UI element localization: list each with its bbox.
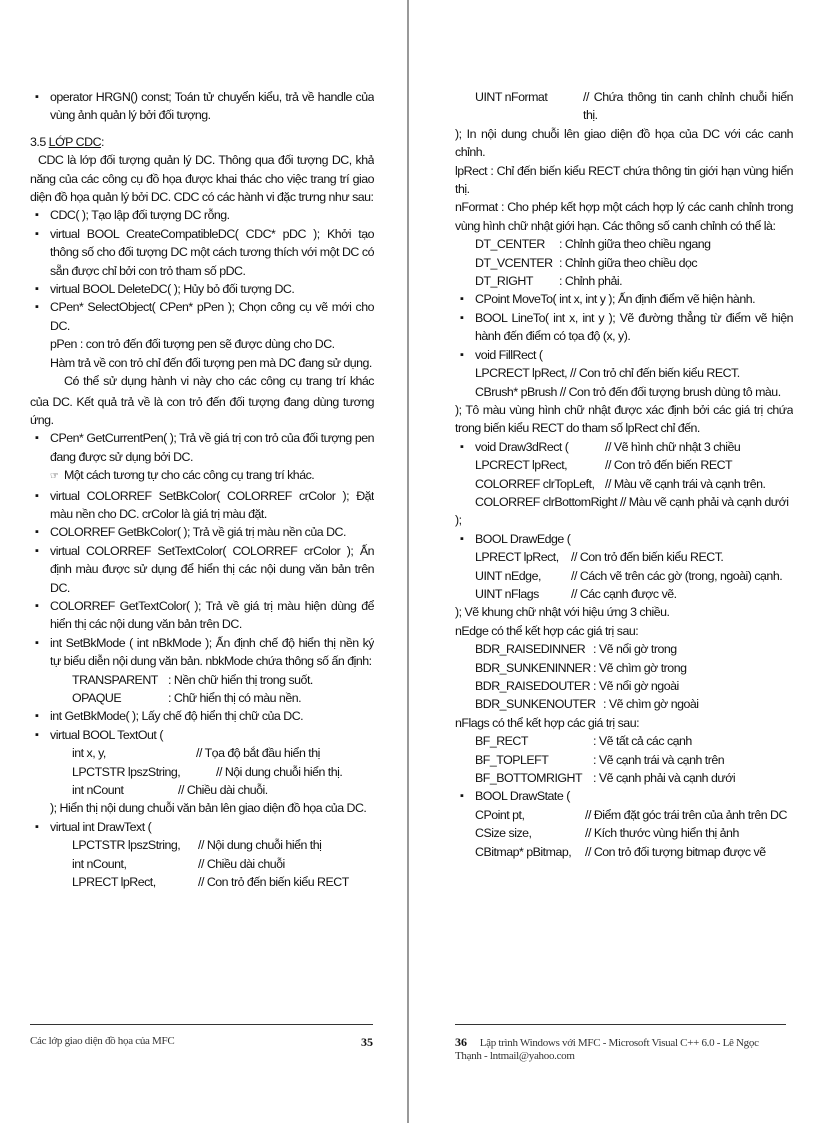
text-line: ); Vẽ khung chữ nhật với hiệu ứng 3 chiều.: [455, 605, 670, 620]
code-term: CSize size,: [475, 826, 532, 841]
text-line: ); Tô màu vùng hình chữ nhật được xác định bởi các giá trị chứa trong biến kiểu RECT do tham số lpRect chỉ đến.: [455, 402, 793, 436]
code-row: [455, 769, 793, 787]
code-term: BDR_SUNKENOUTER: [475, 697, 596, 712]
code-comment: // Con trỏ đến biến kiểu RECT.: [571, 550, 724, 565]
code-row: [455, 254, 793, 272]
bullet-item: ▪ BOOL DrawState (: [455, 787, 793, 805]
page-number: 35: [361, 1035, 373, 1049]
left-page-content: [30, 88, 374, 1027]
code-term: BDR_RAISEDOUTER: [475, 679, 591, 693]
code-row: [30, 744, 374, 762]
bullet-item: ▪ CPen* GetCurrentPen( ); Trả về giá trị con trỏ của đối tượng pen đang được sử dụng bởi DC.: [30, 429, 374, 466]
footer-text: Lập trình Windows với MFC - Microsoft Visual C++ 6.0 - Lê Ngọc Thạnh - lntmail@yahoo.com: [455, 1037, 759, 1062]
code-comment: : Vẽ tất cả các cạnh: [593, 734, 692, 749]
code-comment: : Vẽ cạnh trái và cạnh trên: [593, 752, 725, 767]
text-line: nFormat : Cho phép kết hợp một cách hợp lý các canh chỉnh trong vùng hình chữ nhật giới hạn. Các thông số canh chỉnh có thể là:: [455, 200, 793, 233]
bullet-item: ▪ COLORREF GetTextColor( ); Trả về giá trị màu hiện dùng để hiển thị các nội dung văn bản trên DC.: [30, 597, 374, 634]
section-title: LỚP CDC: [48, 134, 102, 149]
code-comment: // Nội dung chuỗi hiển thị.: [216, 764, 343, 779]
code-comment: : Chỉnh giữa theo chiều dọc: [559, 255, 698, 270]
text-line: CBrush* pBrush // Con trỏ đến đối tượng brush dùng tô màu.: [475, 384, 781, 399]
text-line: lpRect : Chỉ đến biến kiểu RECT chứa thông tin giới hạn vùng hiển thị.: [455, 163, 793, 197]
bullet-item: ▪ CPoint MoveTo( int x, int y ); Ấn định điểm vẽ hiện hành.: [455, 290, 793, 308]
code-comment: : Vẽ cạnh phải và cạnh dưới: [593, 771, 736, 786]
bullet-item: ▪ virtual COLORREF SetBkColor( COLORREF crColor ); Đặt màu nền cho DC. crColor là giá trị màu đặt.: [30, 487, 374, 524]
bullet-item: ▪ CDC( ); Tạo lập đối tượng DC rỗng.: [30, 206, 374, 224]
text-line: ☞ Có thể sử dụng hành vi này cho các công cụ trang trí khác của DC. Kết quả trả về là con trỏ đến đối tượng đang dùng tương ứng.: [30, 372, 374, 429]
code-row: [455, 806, 793, 824]
bullet-item: ▪ virtual int DrawText (: [30, 818, 374, 836]
code-comment: : Chỉnh phải.: [559, 274, 623, 289]
footer-text: Các lớp giao diện đồ họa của MFC: [30, 1035, 175, 1047]
bullet-item: ▪ virtual COLORREF SetTextColor( COLORREF crColor ); Ấn định màu được sử dụng để hiển thị các nội dung văn bản trên DC.: [30, 542, 374, 597]
text-line: LPCRECT lpRect, // Con trỏ chỉ đến biến kiểu RECT.: [475, 366, 740, 381]
code-row: [455, 585, 793, 603]
code-term: int nCount,: [72, 856, 127, 871]
text-line: COLORREF clrBottomRight // Màu vẽ cạnh phải và cạnh dưới: [475, 494, 789, 509]
code-comment: // Con trỏ đối tượng bitmap được vẽ: [585, 844, 766, 859]
code-row: [30, 855, 374, 873]
bullet-item: ▪ operator HRGN() const; Toán tử chuyển kiểu, trả về handle của vùng ảnh quản lý bởi đối tượng.: [30, 88, 374, 125]
code-term: COLORREF clrTopLeft,: [475, 476, 595, 491]
code-term: LPCTSTR lpszString,: [72, 838, 181, 853]
section-heading: [30, 133, 374, 151]
code-row: [30, 781, 374, 799]
code-comment: // Điểm đặt góc trái trên của ảnh trên DC: [585, 807, 787, 822]
code-term: LPRECT lpRect,: [72, 875, 156, 890]
bullet-item: ▪ BOOL DrawEdge (: [455, 530, 793, 548]
code-term: DT_VCENTER: [475, 255, 553, 270]
code-row: [455, 438, 793, 456]
bullet-item: ▪ virtual BOOL CreateCompatibleDC( CDC* pDC ); Khởi tạo thông số cho đối tượng DC một cách tương thích với một DC có sẵn được chỉ bởi con trỏ tham số pDC.: [30, 225, 374, 280]
code-term: UINT nFlags: [475, 586, 539, 601]
code-comment: // Nội dung chuỗi hiển thị: [198, 838, 322, 853]
code-term: BF_BOTTOMRIGHT: [475, 771, 583, 786]
bullet-item: ▪ virtual BOOL TextOut (: [30, 726, 374, 744]
code-row: [455, 824, 793, 842]
code-row: [455, 475, 793, 493]
right-page-content: [455, 88, 793, 1027]
code-term: int x, y,: [72, 746, 106, 761]
text-line: nEdge có thể kết hợp các giá trị sau:: [455, 623, 639, 638]
text-line: nFlags có thể kết hợp các giá trị sau:: [455, 715, 640, 730]
code-comment: // Kích thước vùng hiển thị ảnh: [585, 826, 739, 841]
bullet-item: ▪ virtual BOOL DeleteDC( ); Hủy bỏ đối tượng DC.: [30, 280, 374, 298]
code-row: [455, 235, 793, 253]
code-comment: : Vẽ chìm gờ ngoài: [603, 697, 699, 712]
text-line: Hàm trả về con trỏ chỉ đến đối tượng pen mà DC đang sử dụng.: [50, 355, 372, 370]
code-comment: : Vẽ nổi gờ ngoài: [593, 679, 679, 693]
code-comment: : Nền chữ hiển thị trong suốt.: [168, 672, 313, 687]
bullet-item: ▪ int GetBkMode( ); Lấy chế độ hiển thị chữ của DC.: [30, 707, 374, 725]
code-row: [455, 677, 793, 695]
code-row: [30, 671, 374, 689]
code-comment: // Vẽ hình chữ nhật 3 chiều: [605, 439, 741, 454]
text-line: CDC là lớp đối tượng quản lý DC. Thông qua đối tượng DC, khả năng của các công cụ đồ họa được khai thác cho việc trang trí giao diện đồ họa quản lý bởi DC. CDC có các hành vi đặc trưng như sau:: [30, 153, 374, 205]
text-line: ☞ Một cách tương tự cho các công cụ trang trí khác.: [30, 466, 374, 486]
text-line: pPen : con trỏ đến đối tượng pen sẽ được dùng cho DC.: [50, 337, 335, 352]
code-row: [455, 751, 793, 769]
code-term: OPAQUE: [72, 691, 122, 705]
code-term: TRANSPARENT: [72, 672, 158, 687]
text-line: );: [455, 513, 462, 528]
code-comment: : Vẽ chìm gờ trong: [593, 660, 687, 675]
code-comment: // Màu vẽ cạnh trái và cạnh trên.: [605, 476, 766, 491]
code-term: CPoint pt,: [475, 807, 525, 822]
code-row: [455, 272, 793, 290]
section-number: 3.5: [30, 134, 49, 149]
code-term: DT_CENTER: [475, 237, 545, 252]
code-comment: // Tọa độ bắt đầu hiển thị: [196, 746, 320, 761]
code-term: DT_RIGHT: [475, 274, 533, 289]
code-term: LPCTSTR lpszString,: [72, 764, 181, 779]
code-comment: : Chữ hiển thị có màu nền.: [168, 691, 302, 705]
code-term: int nCount: [72, 783, 124, 798]
code-comment: : Vẽ nổi gờ trong: [593, 642, 677, 657]
code-row: [30, 873, 374, 891]
right-page-footer: [455, 1024, 786, 1062]
code-comment: // Chiều dài chuỗi.: [178, 783, 268, 798]
code-comment: // Con trỏ đến biến RECT: [605, 458, 733, 473]
code-row: [455, 567, 793, 585]
code-comment: // Chứa thông tin canh chỉnh chuỗi hiển thị.: [583, 90, 793, 123]
code-term: UINT nFormat: [475, 90, 548, 104]
code-row: [455, 456, 793, 474]
code-row: [30, 836, 374, 854]
text-line: ); In nội dung chuỗi lên giao diện đồ họa của DC với các canh chỉnh.: [455, 126, 793, 160]
code-row: [455, 843, 793, 861]
code-term: BDR_SUNKENINNER: [475, 660, 591, 675]
code-row: [455, 640, 793, 658]
bullet-item: ▪ COLORREF GetBkColor( ); Trả về giá trị màu nền của DC.: [30, 523, 374, 541]
bullet-item: ▪ BOOL LineTo( int x, int y ); Vẽ đường thẳng từ điểm vẽ hiện hành đến điểm có tọa độ (x, y).: [455, 309, 793, 346]
text-line: ); Hiển thị nội dung chuỗi văn bản lên giao diện đồ họa của DC.: [50, 801, 367, 816]
code-row: [455, 732, 793, 750]
code-comment: // Con trỏ đến biến kiểu RECT: [198, 875, 349, 890]
bullet-item: ▪ CPen* SelectObject( CPen* pPen ); Chọn công cụ vẽ mới cho DC.: [30, 298, 374, 335]
code-comment: : Chỉnh giữa theo chiều ngang: [559, 237, 711, 252]
code-comment: // Cách vẽ trên các gờ (trong, ngoài) cạnh.: [571, 568, 783, 583]
code-comment: // Các cạnh được vẽ.: [571, 586, 677, 601]
code-term: UINT nEdge,: [475, 568, 541, 583]
code-term: BDR_RAISEDINNER: [475, 642, 586, 657]
code-comment: // Chiều dài chuỗi: [198, 856, 285, 871]
code-term: LPRECT lpRect,: [475, 550, 559, 565]
right-page: [408, 0, 816, 1123]
left-page-footer: [30, 1024, 373, 1050]
bullet-item: ▪ int SetBkMode ( int nBkMode ); Ấn định chế độ hiển thị nền ký tự biểu diễn nội dung văn bản. nbkMode chứa thông số ấn định:: [30, 634, 374, 671]
code-term: ▪ void Draw3dRect (: [475, 439, 569, 454]
bullet-item: ▪ void FillRect (: [455, 346, 793, 364]
code-row: [30, 763, 374, 781]
section-title-suffix: :: [101, 134, 104, 149]
code-row: [455, 659, 793, 677]
code-row: [30, 689, 374, 707]
code-term: BF_RECT: [475, 734, 528, 749]
code-row: [455, 548, 793, 566]
code-term: CBitmap* pBitmap,: [475, 844, 572, 859]
code-row: [455, 88, 793, 125]
code-term: LPCRECT lpRect,: [475, 458, 568, 473]
code-row: [455, 695, 793, 713]
page-number: 36: [455, 1035, 467, 1049]
code-term: BF_TOPLEFT: [475, 752, 549, 767]
